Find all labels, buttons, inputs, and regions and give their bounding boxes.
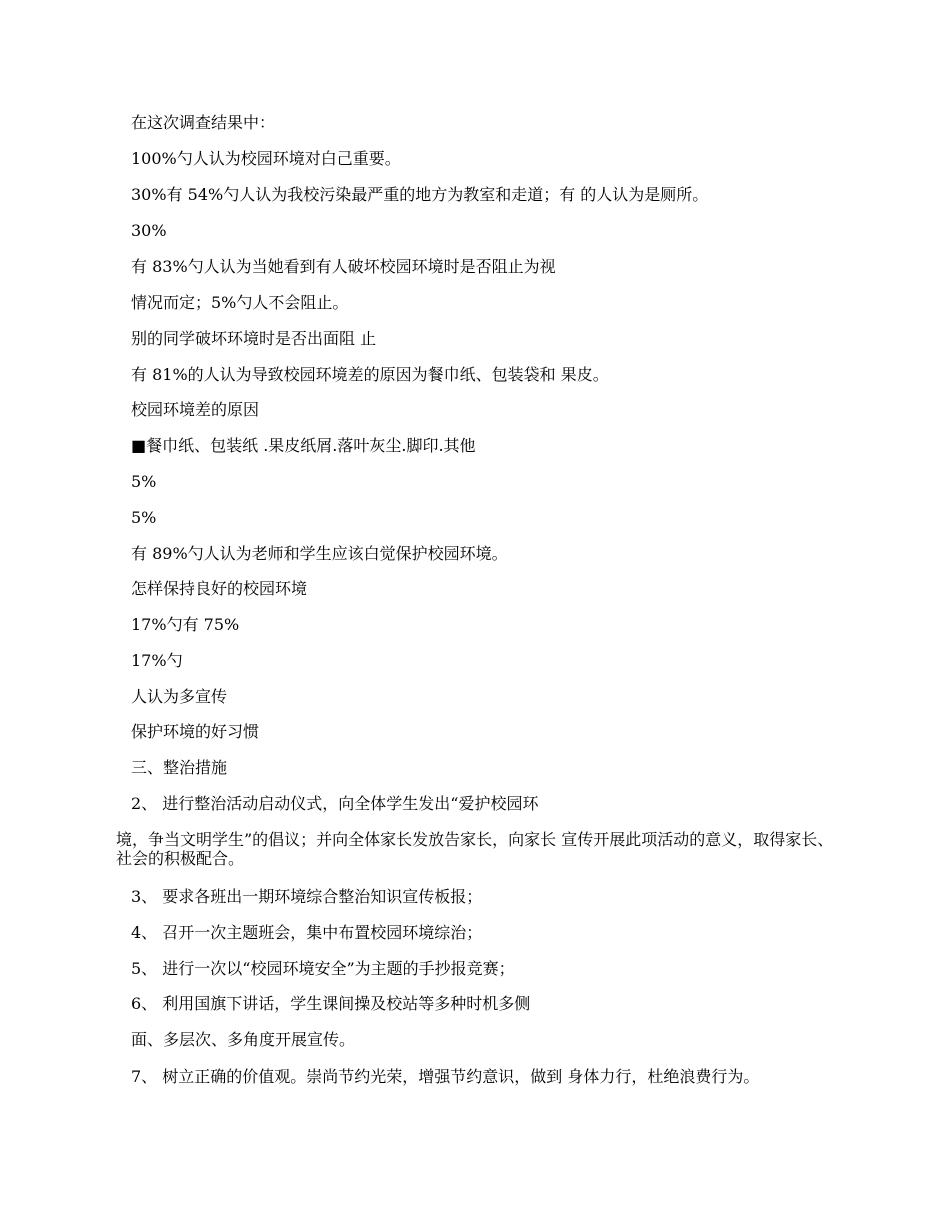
chart-legend-causes: ■餐巾纸、包装纸 .果皮纸屑.落叶灰尘.脚印.其他 <box>131 436 476 455</box>
chart-label-17-75: 17%勺有 75% <box>131 615 240 634</box>
survey-intro: 在这次调查结果中： <box>131 113 276 132</box>
measure-2-cont: 境，争当文明学生”的倡议；并向全体家长发放告家长，向家长 宣传开展此项活动的意义，取得家长、社会的积极配合。 <box>116 830 834 868</box>
finding-pollution-location: 30%有 54%勺人认为我校污染最严重的地方为教室和走道；有 的人认为是厕所。 <box>131 185 709 204</box>
finding-causes: 有 81%的人认为导致校园环境差的原因为餐巾纸、包装袋和 果皮。 <box>131 365 609 384</box>
finding-intervention: 有 83%勺人认为当她看到有人破坏校园环境时是否阻止为视 <box>131 257 556 276</box>
section-heading-measures: 三、整治措施 <box>131 758 228 777</box>
measure-5: 5、 进行一次以“校园环境安全”为主题的手抄报竞赛； <box>131 959 515 978</box>
measure-6-cont: 面、多层次、多角度开展宣传。 <box>131 1030 356 1049</box>
finding-importance: 100%勺人认为校园环境对白己重要。 <box>131 149 401 168</box>
chart-label-habits: 保护环境的好习惯 <box>131 722 260 741</box>
chart-label-5-b: 5% <box>131 508 157 527</box>
measure-6: 6、 利用国旗下讲话，学生课间操及校站等多种时机多侧 <box>131 994 531 1013</box>
chart-label-5-a: 5% <box>131 472 157 491</box>
chart-label-30: 30% <box>131 221 167 240</box>
chart-title-causes: 校园环境差的原因 <box>131 400 260 419</box>
measure-3: 3、 要求各班出一期环境综合整治知识宣传板报； <box>131 887 483 906</box>
chart-title-intervention: 别的同学破坏环境时是否出面阻 止 <box>131 329 377 348</box>
measure-2: 2、 进行整治活动启动仪式，向全体学生发出“爱护校园环 <box>131 794 539 813</box>
measure-4: 4、 召开一次主题班会，集中布置校园环境综治； <box>131 923 483 942</box>
chart-label-publicity: 人认为多宣传 <box>131 687 228 706</box>
measure-7: 7、 树立正确的价值观。崇尚节约光荣，增强节约意识，做到 身体力行，杜绝浪费行为。 <box>131 1067 760 1086</box>
finding-intervention-cont: 情况而定；5%勺人不会阻止。 <box>131 293 349 312</box>
chart-title-maintain: 怎样保持良好的校园环境 <box>131 579 308 598</box>
finding-responsibility: 有 89%勺人认为老师和学生应该白觉保护校园环境。 <box>131 544 508 563</box>
chart-label-17: 17%勺 <box>131 651 183 670</box>
